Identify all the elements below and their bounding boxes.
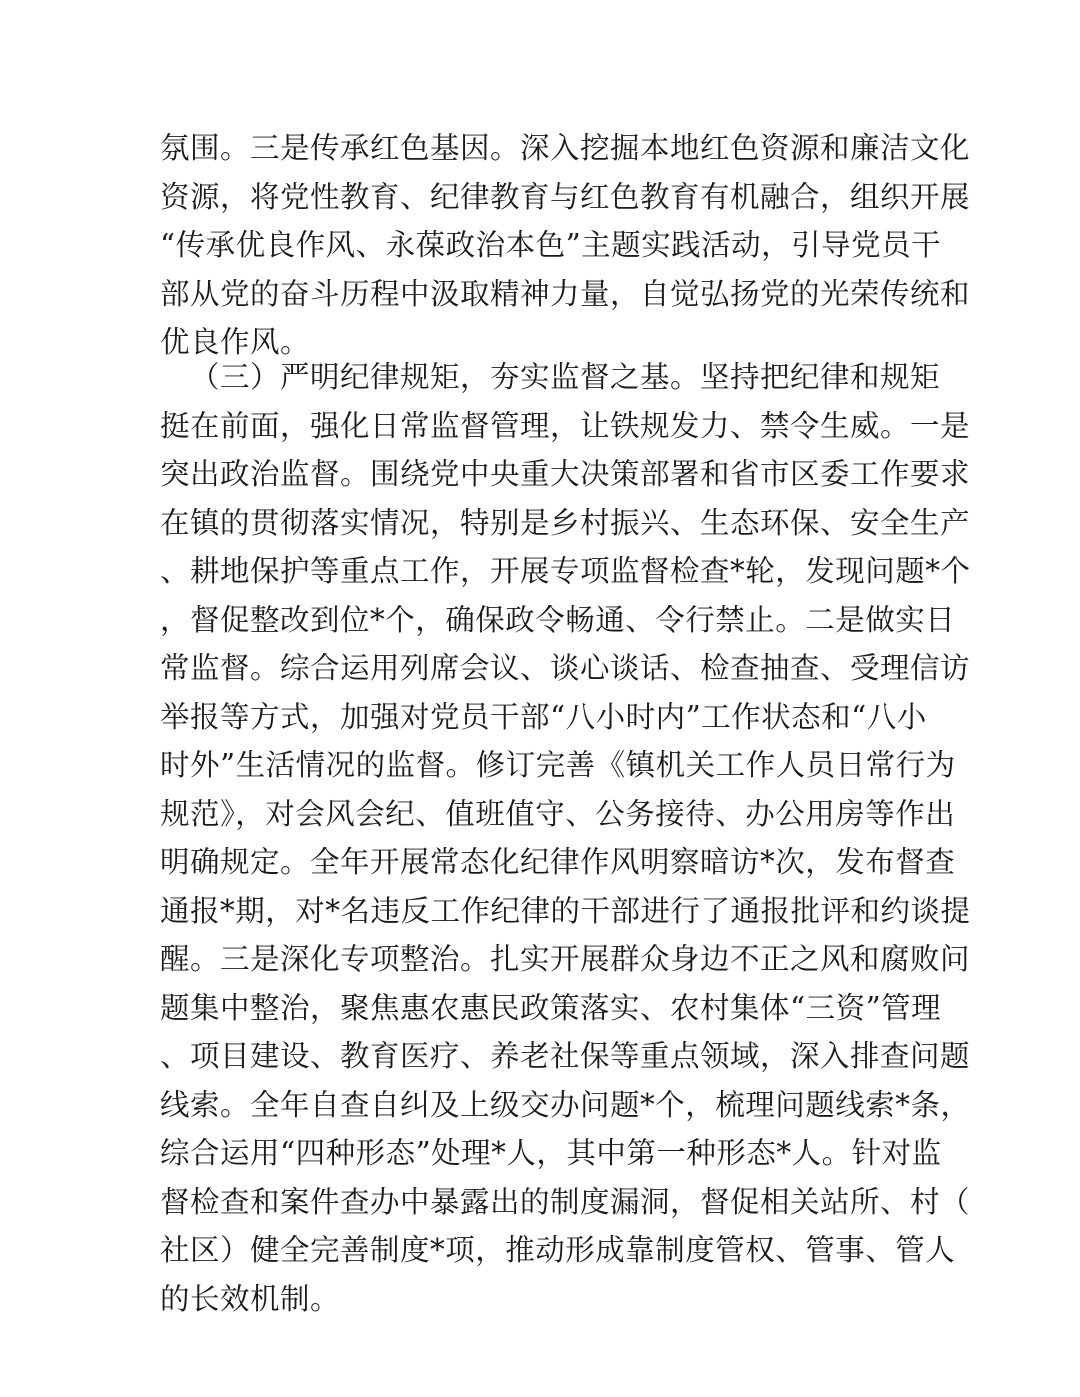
paragraph-line: 举报等方式，加强对党员干部“八小时内”工作状态和“八小 — [160, 699, 927, 734]
paragraph-line: 常监督。综合运用列席会议、谈心谈话、检查抽查、受理信访 — [160, 651, 971, 685]
paragraph-2 — [160, 353, 971, 1323]
paragraph-line: 社区）健全完善制度*项，推动形成靠制度管权、管事、管人 — [160, 1233, 956, 1267]
paragraph-line: 题集中整治，聚焦惠农惠民政策落实、农村集体“三资”管理 — [160, 990, 942, 1025]
paragraph-heading-line: （三）严明纪律规矩，夯实监督之基。坚持把纪律和规矩 — [190, 360, 941, 394]
paragraph-line: 规范》，对会风会纪、值班值守、公务接待、办公用房等作出 — [160, 796, 956, 831]
paragraph-line: 督检查和案件查办中暴露出的制度漏洞，督促相关站所、村（ — [160, 1184, 971, 1219]
paragraph-line: 部从党的奋斗历程中汲取精神力量，自觉弘扬党的光荣传统和 — [160, 276, 971, 311]
paragraph-line: 资源，将党性教育、纪律教育与红色教育有机融合，组织开展 — [160, 179, 971, 214]
paragraph-line: 挺在前面，强化日常监督管理，让铁规发力、禁令生威。一是 — [160, 408, 971, 443]
paragraph-line: 突出政治监督。围绕党中央重大决策部署和省市区委工作要求 — [160, 457, 971, 491]
paragraph-line: 、耕地保护等重点工作，开展专项监督检查*轮，发现问题*个 — [160, 554, 971, 588]
paragraph-line: 优良作风。 — [160, 325, 311, 359]
paragraph-line: 醒。三是深化专项整治。扎实开展群众身边不正之风和腐败问 — [160, 942, 971, 976]
paragraph-line: “传承优良作风、永葆政治本色”主题实践活动，引导党员干 — [160, 228, 942, 262]
paragraph-line: 在镇的贯彻落实情况，特别是乡村振兴、生态环保、安全生产 — [160, 505, 971, 540]
paragraph-1 — [160, 124, 971, 367]
paragraph-line: 、项目建设、教育医疗、养老社保等重点领域，深入排查问题 — [160, 1039, 971, 1073]
paragraph-line: 氛围。三是传承红色基因。深入挖掘本地红色资源和廉洁文化 — [160, 131, 971, 165]
paragraph-line: 时外”生活情况的监督。修订完善《镇机关工作人员日常行为 — [160, 748, 956, 782]
paragraph-line: 的长效机制。 — [160, 1281, 341, 1316]
paragraph-line: ，督促整改到位*个，确保政令畅通、令行禁止。二是做实日 — [160, 602, 956, 637]
paragraph-line: 综合运用“四种形态”处理*人，其中第一种形态*人。针对监 — [160, 1136, 942, 1170]
paragraph-line: 明确规定。全年开展常态化纪律作风明察暗访*次，发布督查 — [160, 845, 956, 879]
paragraph-line: 通报*期，对*名违反工作纪律的干部进行了通报批评和约谈提 — [160, 893, 971, 928]
paragraph-line: 线索。全年自查自纠及上级交办问题*个，梳理问题线索*条， — [160, 1087, 971, 1122]
